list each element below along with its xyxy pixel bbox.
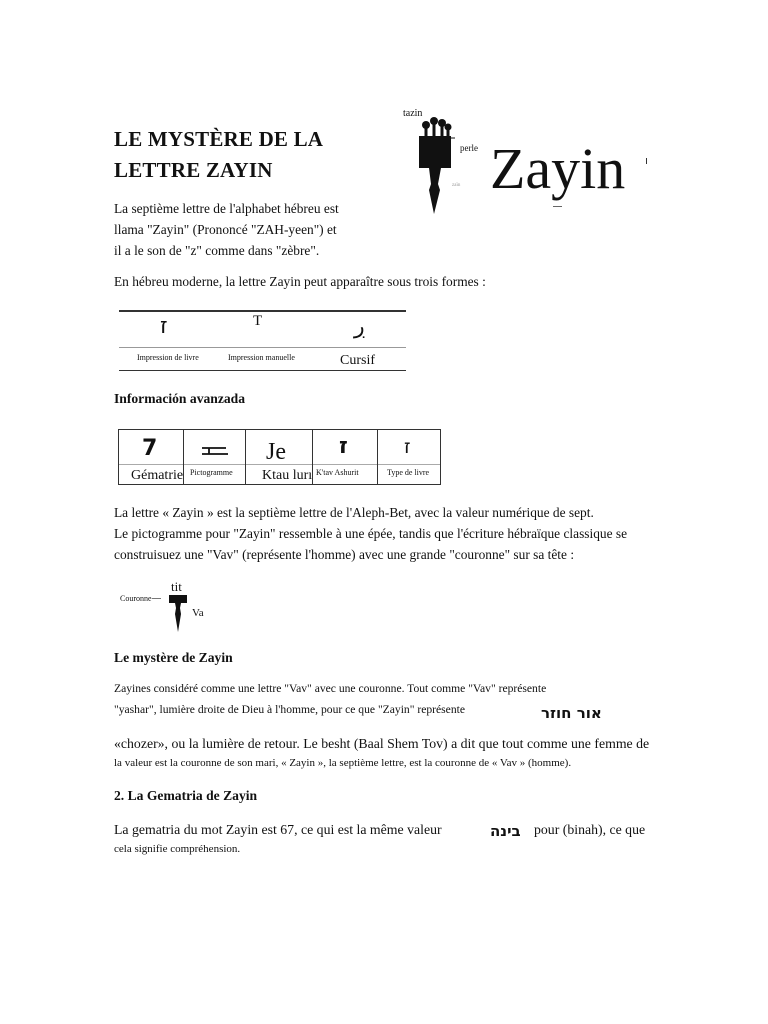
adv-col-line — [245, 429, 246, 485]
mystery-line-2: "yashar", lumière droite de Dieu à l'homme, pour ce que "Zayin" représente — [114, 703, 465, 716]
form-label-book: Impression de livre — [137, 353, 199, 362]
mystery-heading: Le mystère de Zayin — [114, 650, 233, 665]
intro-line: llama "Zayin" (Prononcé "ZAH-yeen") et — [114, 222, 337, 237]
adv-bottom-rule — [118, 484, 441, 485]
form-label-cursive: Cursif — [340, 353, 375, 368]
logo-underline — [553, 206, 562, 207]
adv-col-line — [377, 429, 378, 485]
adv-label-ashurit: K'tav Ashurit — [316, 468, 359, 477]
table-mid-rule — [119, 347, 406, 348]
hebrew-binah: בינה — [490, 822, 521, 840]
adv-label-pictogram: Pictogramme — [190, 468, 233, 477]
aleph-bet-paragraph — [114, 502, 627, 565]
adv-label-book: Type de livre — [387, 468, 430, 477]
crown-label-left: Couronne — [120, 594, 152, 603]
adv-col-line — [440, 429, 441, 485]
forms-sentence: En hébreu moderne, la lettre Zayin peut apparaître sous trois formes : — [114, 274, 486, 289]
adv-label-ktav-lurı: Ktau lurı — [262, 468, 313, 483]
gematria-line-2: cela signifie compréhension. — [114, 843, 241, 855]
gematria-line-1b: pour (binah), ce que — [534, 822, 646, 837]
logo-tag-perle: perle — [460, 143, 478, 153]
form-glyph-cursive: ڔ — [354, 314, 366, 339]
adv-glyph-gematria: 7 — [142, 436, 158, 461]
mystery-line-1: Zayines considéré comme une lettre "Vav" avec une couronne. Tout comme "Vav" représente — [114, 682, 547, 695]
table-bottom-rule — [119, 370, 406, 371]
gematria-heading: 2. La Gematria de Zayin — [114, 788, 258, 803]
adv-glyph-book: ז — [404, 436, 411, 458]
adv-glyph-ashurit: ז — [339, 434, 348, 459]
zayin-sword-icon — [414, 116, 461, 216]
form-glyph-book: ז — [160, 314, 168, 339]
zayin-crown-sword-icon — [166, 594, 190, 634]
title-line-2: LETTRE ZAYIN — [114, 158, 273, 182]
intro-line: La septième lettre de l'alphabet hébreu est — [114, 201, 339, 216]
table-top-rule — [119, 310, 406, 312]
intro-paragraph — [114, 198, 339, 261]
adv-label-gematria: Gématrie — [131, 468, 184, 483]
intro-line: il a le son de "z" comme dans "zèbre". — [114, 243, 320, 258]
mystery-line-3: «chozer», ou la lumière de retour. Le besht (Baal Shem Tov) a dit que tout comme une femme de — [114, 736, 650, 751]
crown-pointer — [152, 598, 161, 599]
form-label-manual: Impression manuelle — [228, 353, 295, 362]
adv-top-rule — [118, 429, 441, 430]
crown-label-right: Va — [192, 607, 204, 619]
pictogram-sword-icon — [200, 443, 230, 459]
hebrew-or-chozer: אור חוזר — [541, 704, 602, 722]
title-line-1: LE MYSTÈRE DE LA — [114, 127, 324, 151]
paragraph-line: construisuez une "Vav" (représente l'homme) avec une grande "couronne" sur sa tête : — [114, 547, 575, 562]
adv-glyph-ktav-lurı: Je — [266, 439, 286, 465]
logo-word-zayin: Zayin — [490, 136, 626, 201]
crown-label-top: tit — [171, 579, 182, 594]
logo-edge-tick — [646, 158, 647, 164]
logo-tag-small: zaïn — [452, 183, 461, 188]
adv-col-line — [183, 429, 184, 485]
paragraph-line: Le pictogramme pour "Zayin" ressemble à une épée, tandis que l'écriture hébraïque classique se — [114, 526, 628, 541]
page-title — [114, 124, 323, 186]
logo-tag-tazin: tazin — [403, 108, 423, 119]
gematria-line-1a: La gematria du mot Zayin est 67, ce qui est la même valeur — [114, 822, 442, 837]
adv-col-line — [118, 429, 119, 485]
mystery-line-4: la valeur est la couronne de son mari, « Zayin », la septième lettre, est la couronne de « Vav » (homme). — [114, 757, 572, 769]
paragraph-line: La lettre « Zayin » est la septième lettre de l'Aleph-Bet, avec la valeur numérique de sept. — [114, 505, 594, 520]
form-glyph-manual: T — [253, 313, 263, 329]
advanced-heading: Información avanzada — [114, 391, 246, 406]
